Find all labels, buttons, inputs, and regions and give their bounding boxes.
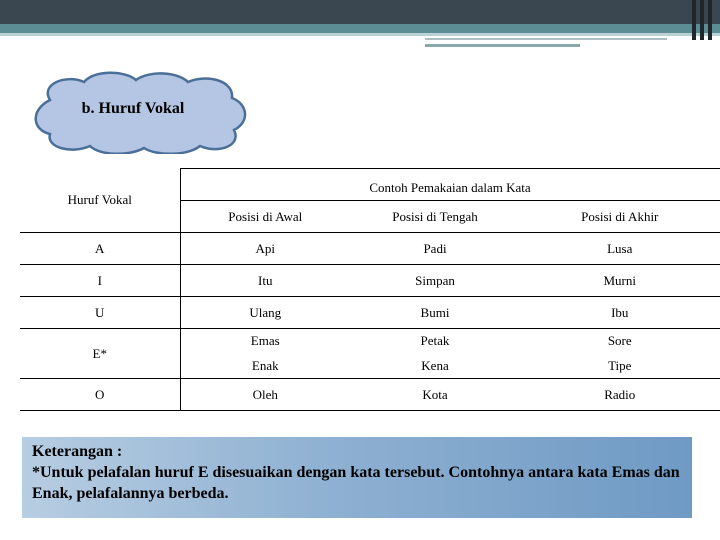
cell-tengah: Simpan	[350, 265, 520, 297]
note-box	[22, 437, 692, 518]
note-text: *Untuk pelafalan huruf E disesuaikan dengan kata tersebut. Contohnya antara kata Emas dan Enak, pelafalannya berbeda.	[32, 464, 680, 502]
header-slot	[700, 0, 704, 40]
table-row	[20, 329, 720, 354]
table-row	[20, 379, 720, 411]
cell-tengah: Bumi	[350, 297, 520, 329]
vowel-table	[20, 168, 720, 424]
header-bar	[0, 0, 720, 24]
header-light-bar	[0, 33, 720, 36]
vowel-cell: O	[20, 379, 180, 411]
note-title: Keterangan :	[32, 443, 123, 460]
header-huruf-vokal: Huruf Vokal	[67, 192, 132, 208]
section-heading: b. Huruf Vokal	[81, 100, 185, 117]
vowel-cell: E*	[20, 329, 180, 379]
cell-akhir: Sore	[520, 329, 720, 354]
cell-akhir: Lusa	[520, 233, 720, 265]
cell-awal: Ulang	[180, 297, 350, 329]
header-stripe	[425, 38, 667, 40]
cell-awal: Emas	[180, 329, 350, 354]
table-row	[20, 233, 720, 265]
cell-awal: Itu	[180, 265, 350, 297]
table-row	[20, 265, 720, 297]
header-stripe	[425, 44, 580, 47]
header-akhir: Posisi di Akhir	[520, 201, 720, 233]
vowel-cell: I	[20, 265, 180, 297]
cell-awal: Api	[180, 233, 350, 265]
cell-tengah: Petak	[420, 333, 450, 349]
header-accent-bar	[0, 24, 720, 33]
header-awal: Posisi di Awal	[180, 201, 350, 233]
cell-tengah: Kota	[350, 379, 520, 411]
header-slot	[692, 0, 696, 40]
header-slot	[708, 0, 712, 40]
cell-akhir: Ibu	[520, 297, 720, 329]
header-contoh: Contoh Pemakaian dalam Kata	[180, 169, 720, 201]
cell-tengah: Kena	[350, 354, 520, 379]
table-row	[20, 297, 720, 329]
cell-akhir: Radio	[520, 379, 720, 411]
header-tengah: Posisi di Tengah	[350, 201, 520, 233]
vowel-cell: U	[20, 297, 180, 329]
vowel-cell: A	[20, 233, 180, 265]
cell-awal: Oleh	[180, 379, 350, 411]
cell-tengah: Padi	[350, 233, 520, 265]
cell-awal: Enak	[180, 354, 350, 379]
cell-akhir: Murni	[520, 265, 720, 297]
cell-akhir: Tipe	[520, 354, 720, 379]
